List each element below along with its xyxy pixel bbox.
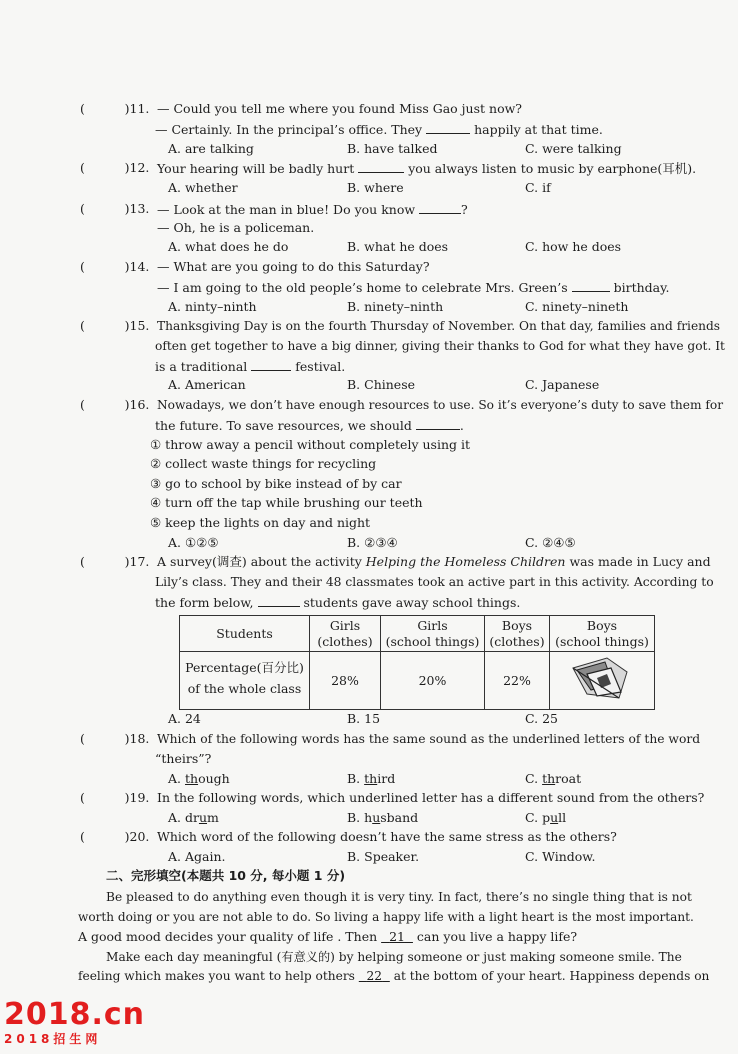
answer-bracket[interactable]: ( )13.	[80, 201, 150, 216]
question-number: 16	[129, 397, 146, 412]
question-text: Which word of the following doesn’t have the same stress as the others?	[157, 829, 617, 844]
table-header-cell: Boys (clothes)	[485, 616, 550, 652]
question-number: 11	[129, 101, 146, 116]
option-b[interactable]: B. where	[347, 180, 404, 195]
option-a[interactable]: A. Again.	[168, 849, 226, 864]
answer-bracket[interactable]: ( )20.	[80, 829, 150, 844]
option-c[interactable]: C. if	[525, 180, 551, 195]
option-c[interactable]: C. throat	[525, 771, 582, 786]
blurred-value-image	[567, 654, 637, 704]
list-item: ③ go to school by bike instead of by car	[150, 476, 402, 491]
list-item: ④ turn off the tap while brushing our teeth	[150, 495, 423, 510]
option-c[interactable]: C. ninety–nineth	[525, 299, 629, 314]
question-number: 20	[129, 829, 146, 844]
question-text: — Look at the man in blue! Do you know ?	[157, 202, 468, 217]
option-c[interactable]: C. 25	[525, 711, 558, 726]
list-item: ⑤ keep the lights on day and night	[150, 515, 371, 530]
table-header-cell: Girls (clothes)	[310, 616, 381, 652]
option-a[interactable]: A. ①②⑤	[168, 535, 219, 550]
option-b[interactable]: B. ninety–ninth	[347, 299, 444, 314]
question-number: 17	[129, 554, 146, 569]
watermark-logo: 2018.cn 2018招生网	[4, 997, 146, 1046]
question-text: — I am going to the old people’s home to celebrate Mrs. Green’s birthday.	[157, 280, 670, 295]
passage-line: A good mood decides your quality of life . Then 21 can you live a happy life?	[78, 929, 578, 944]
option-b[interactable]: B. third	[347, 771, 396, 786]
option-b[interactable]: B. what he does	[347, 239, 449, 254]
question-text: In the following words, which underlined letter has a different sound from the others?	[157, 790, 705, 805]
question-text: — Could you tell me where you found Miss Gao just now?	[157, 101, 522, 116]
option-c[interactable]: C. were talking	[525, 141, 622, 156]
section-title: 二、完形填空(本题共 10 分, 每小题 1 分)	[106, 868, 346, 883]
question-text: — Certainly. In the principal’s office. They happily at that time.	[155, 122, 603, 137]
option-a[interactable]: A. though	[168, 771, 230, 786]
question-text: “theirs”?	[155, 751, 212, 766]
table-row	[180, 652, 655, 710]
blank-22[interactable]: 22	[366, 969, 383, 983]
answer-bracket[interactable]: ( )18.	[80, 731, 150, 746]
table-cell: 20%	[381, 652, 485, 710]
option-a[interactable]: A. ninty–ninth	[168, 299, 257, 314]
passage-line: Be pleased to do anything even though it is very tiny. In fact, there’s no single thing that is not	[106, 890, 692, 904]
option-c[interactable]: C. ②④⑤	[525, 535, 576, 550]
answer-blank[interactable]	[251, 358, 291, 371]
option-b[interactable]: B. ②③④	[347, 535, 398, 550]
answer-bracket[interactable]: ( )15.	[80, 318, 150, 333]
option-c[interactable]: C. pull	[525, 810, 567, 825]
table-header-row	[180, 616, 655, 652]
passage-line: Make each day meaningful (有意义的) by helping someone or just making someone smile. The	[106, 950, 682, 964]
table-cell: 28%	[310, 652, 381, 710]
question-number: 12	[129, 160, 146, 175]
table-cell: Percentage(百分比) of the whole class	[180, 652, 310, 710]
option-b[interactable]: B. husband	[347, 810, 419, 825]
answer-bracket[interactable]: ( )11.	[80, 101, 150, 116]
question-text: Nowadays, we don’t have enough resources to use. So it’s everyone’s duty to save them for	[157, 398, 724, 412]
option-a[interactable]: A. are talking	[168, 141, 254, 156]
answer-blank[interactable]	[426, 121, 470, 134]
option-c[interactable]: C. Japanese	[525, 377, 600, 392]
table-header-cell: Boys (school things)	[550, 616, 655, 652]
option-b[interactable]: B. have talked	[347, 141, 438, 156]
question-number: 19	[129, 790, 146, 805]
option-a[interactable]: A. whether	[168, 180, 238, 195]
question-text: Your hearing will be badly hurt you always listen to music by earphone(耳机).	[157, 161, 697, 176]
passage-line: feeling which makes you want to help others 22 at the bottom of your heart. Happiness depends on	[78, 969, 710, 983]
question-text: Which of the following words has the same sound as the underlined letters of the word	[157, 732, 701, 746]
option-b[interactable]: B. 15	[347, 711, 381, 726]
option-a[interactable]: A. American	[168, 377, 246, 392]
option-c[interactable]: C. how he does	[525, 239, 622, 254]
list-item: ① throw away a pencil without completely using it	[150, 437, 470, 452]
question-number: 13	[129, 201, 146, 216]
question-number: 18	[129, 731, 146, 746]
blank-21[interactable]: 21	[389, 929, 405, 944]
table-cell	[550, 652, 655, 710]
table-header-cell: Girls (school things)	[381, 616, 485, 652]
question-text: Lily’s class. They and their 48 classmates took an active part in this activity. According to	[155, 575, 714, 589]
answer-bracket[interactable]: ( )12.	[80, 160, 150, 175]
question-text: the form below, students gave away school things.	[155, 595, 521, 610]
table-cell: 22%	[485, 652, 550, 710]
option-b[interactable]: B. Speaker.	[347, 849, 420, 864]
question-number: 14	[129, 259, 146, 274]
answer-bracket[interactable]: ( )14.	[80, 259, 150, 274]
table-header-cell: Students	[180, 616, 310, 652]
option-b[interactable]: B. Chinese	[347, 377, 416, 392]
question-text: is a traditional festival.	[155, 359, 346, 374]
question-text: — What are you going to do this Saturday?	[157, 259, 430, 274]
list-item: ② collect waste things for recycling	[150, 456, 377, 471]
option-c[interactable]: C. Window.	[525, 849, 596, 864]
question-number: 15	[129, 318, 146, 333]
answer-bracket[interactable]: ( )19.	[80, 790, 150, 805]
answer-blank[interactable]	[572, 279, 610, 292]
passage-line: worth doing or you are not able to do. So living a happy life with a light heart is the most important.	[78, 910, 694, 924]
answer-blank[interactable]	[258, 594, 300, 607]
question-text: A survey(调查) about the activity Helping the Homeless Children was made in Lucy and	[157, 554, 711, 569]
answer-blank[interactable]	[416, 417, 460, 430]
question-text: often get together to have a big dinner, giving their thanks to God for what they have got. It	[155, 339, 725, 353]
survey-table	[179, 615, 655, 710]
answer-bracket[interactable]: ( )16.	[80, 397, 150, 412]
option-a[interactable]: A. drum	[168, 810, 219, 825]
answer-blank[interactable]	[358, 160, 404, 173]
answer-blank[interactable]	[419, 201, 461, 214]
question-text: — Oh, he is a policeman.	[157, 220, 315, 235]
question-text: Thanksgiving Day is on the fourth Thursday of November. On that day, families and friends	[157, 319, 721, 333]
answer-bracket[interactable]: ( )17.	[80, 554, 150, 569]
option-a[interactable]: A. what does he do	[168, 239, 289, 254]
question-text: the future. To save resources, we should .	[155, 418, 464, 433]
option-a[interactable]: A. 24	[168, 711, 201, 726]
